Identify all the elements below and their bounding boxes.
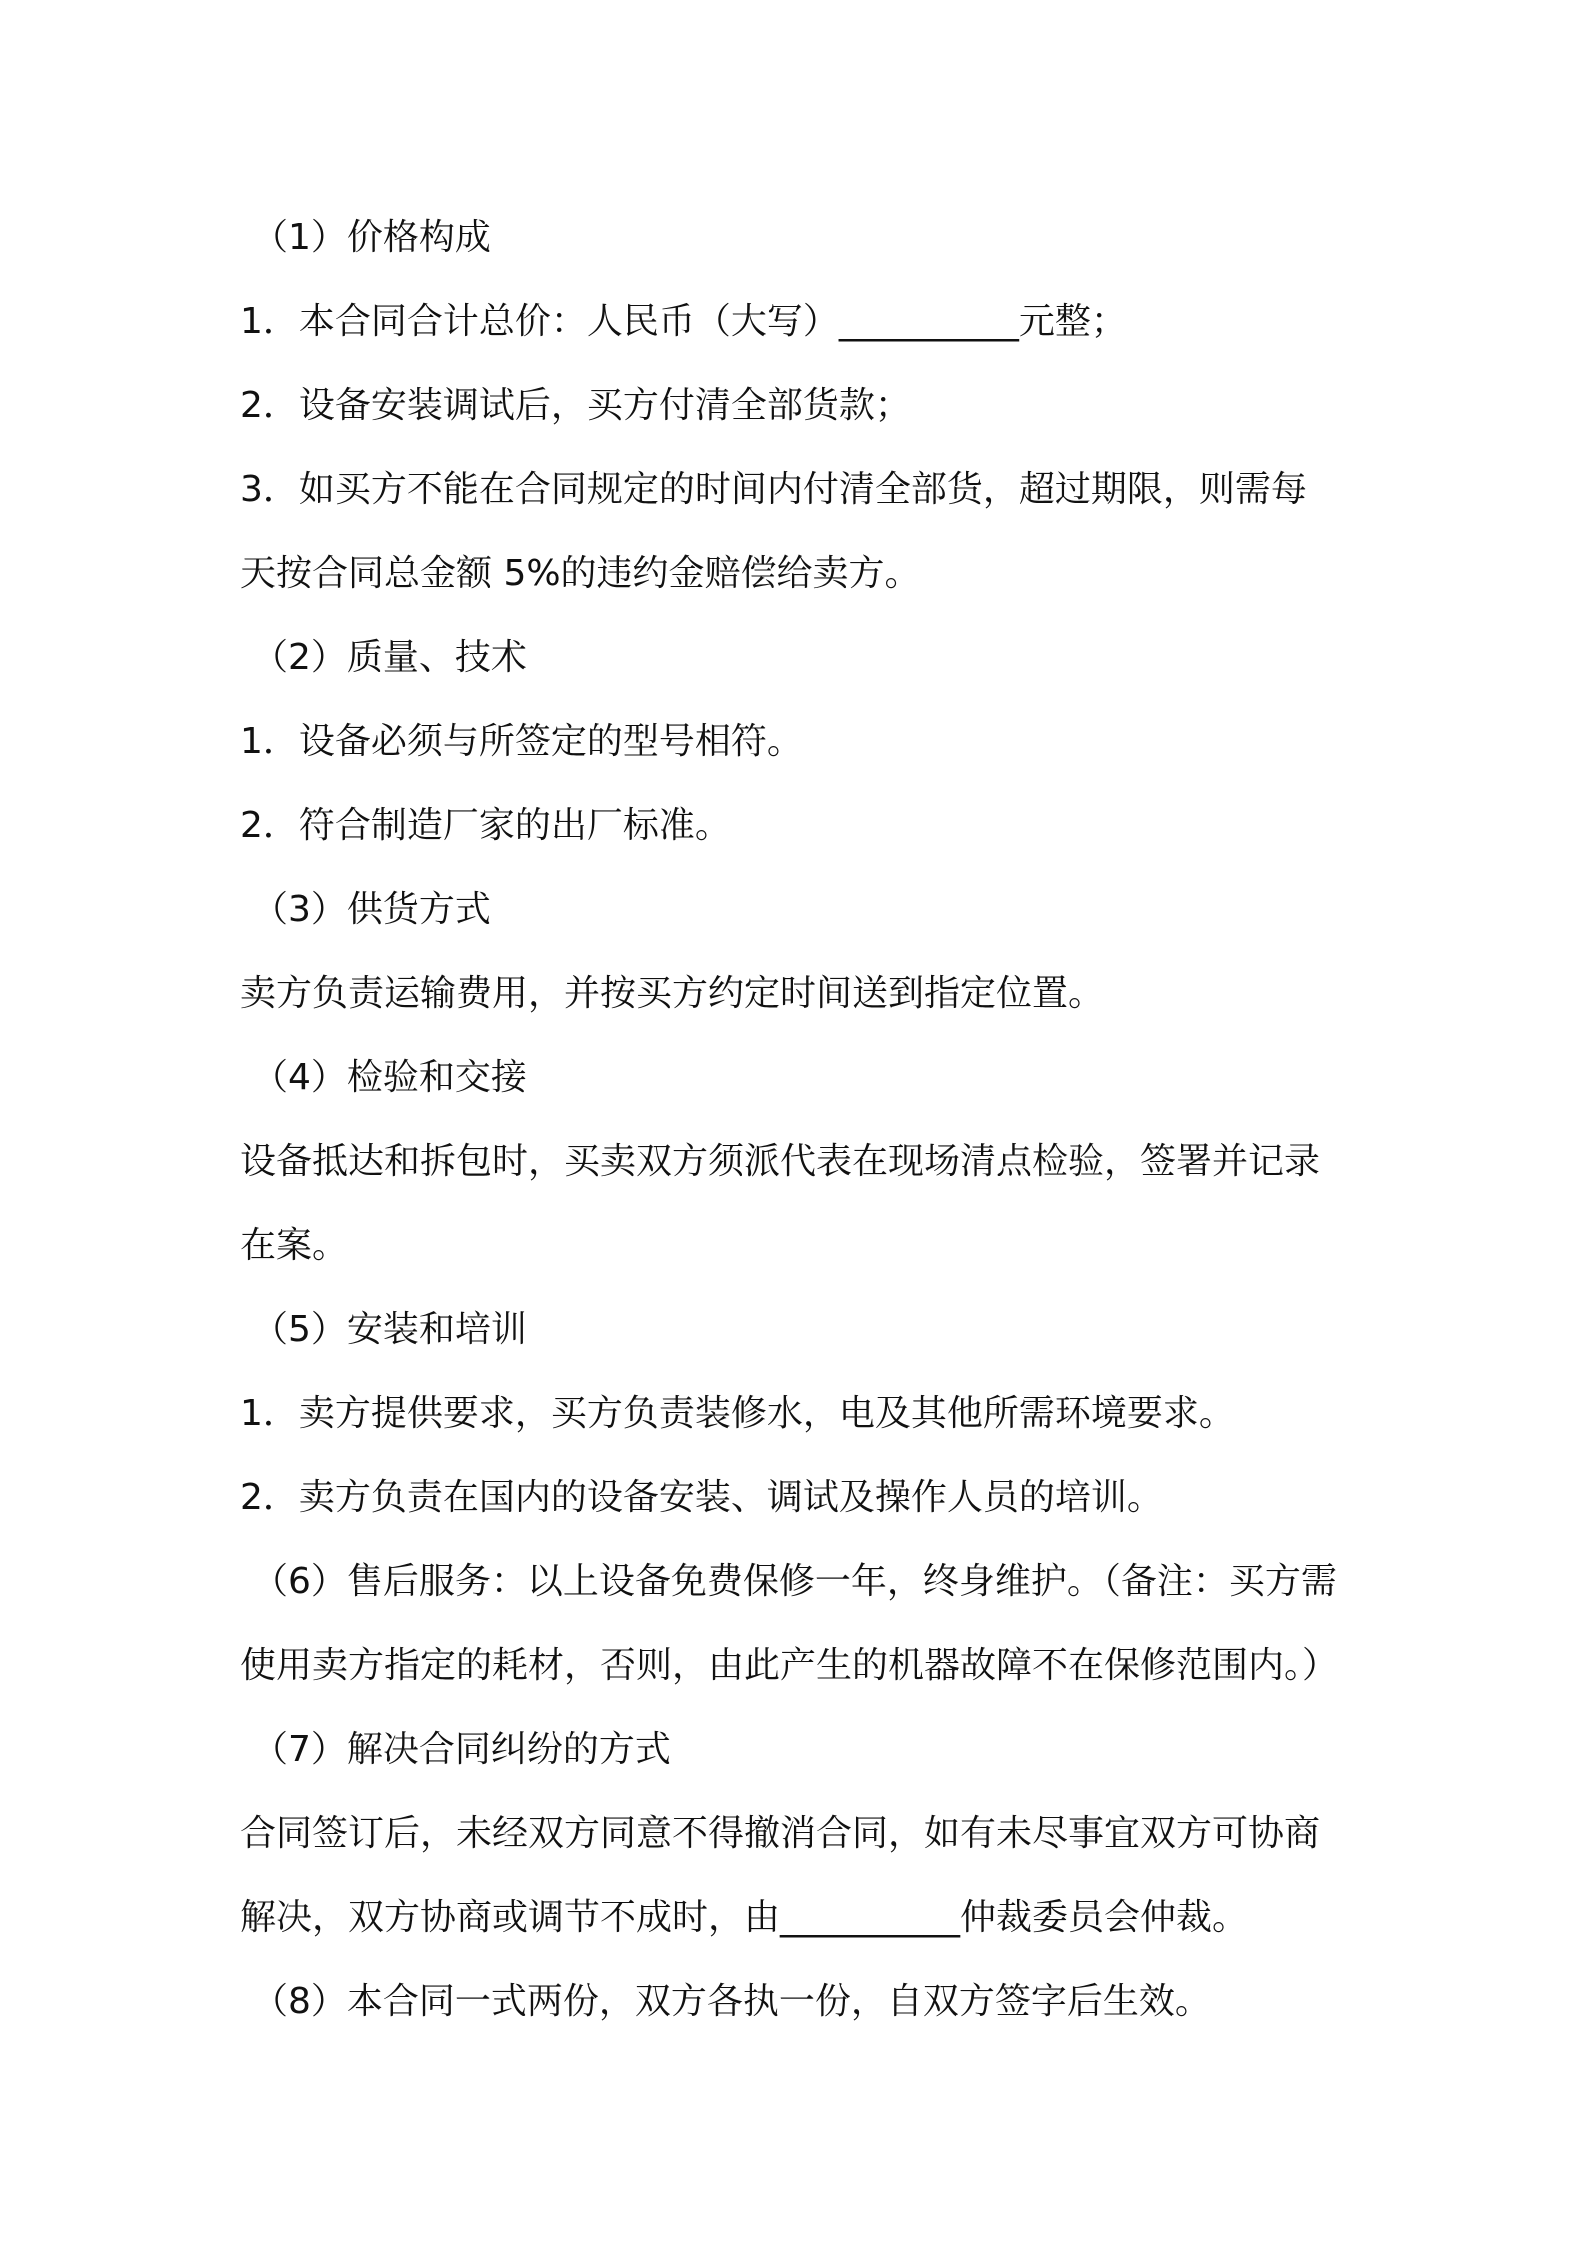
section-heading-after-sales: （6）售后服务：以上设备免费保修一年，终身维护。（备注：买方需 [252, 1561, 1337, 1602]
contract-terms [240, 196, 1370, 2044]
text-line: 2．卖方负责在国内的设备安装、调试及操作人员的培训。 [240, 1477, 1163, 1518]
section-heading-supply: （3）供货方式 [252, 889, 491, 930]
section-heading-price: （1）价格构成 [252, 217, 491, 258]
text-line: 1．卖方提供要求，买方负责装修水，电及其他所需环境要求。 [240, 1393, 1235, 1434]
section-heading-disputes: （7）解决合同纠纷的方式 [252, 1729, 671, 1770]
section-heading-installation: （5）安装和培训 [252, 1309, 527, 1350]
text-line: 2．符合制造厂家的出厂标准。 [240, 805, 731, 846]
text-line: 合同签订后，未经双方同意不得撤消合同，如有未尽事宜双方可协商 [240, 1813, 1321, 1854]
text-line: 使用卖方指定的耗材，否则，由此产生的机器故障不在保修范围内。） [240, 1645, 1339, 1686]
text-line: 卖方负责运输费用，并按买方约定时间送到指定位置。 [240, 973, 1105, 1014]
section-heading-copies: （8）本合同一式两份，双方各执一份，自双方签字后生效。 [252, 1981, 1211, 2022]
text-line: 在案。 [240, 1225, 349, 1266]
text-line: 2．设备安装调试后，买方付清全部货款； [240, 385, 911, 426]
section-heading-quality: （2）质量、技术 [252, 637, 527, 678]
section-heading-inspection: （4）检验和交接 [252, 1057, 527, 1098]
text-line: 解决，双方协商或调节不成时，由__________仲裁委员会仲裁。 [240, 1897, 1249, 1938]
text-line: 1．本合同合计总价：人民币（大写）__________元整； [240, 301, 1127, 342]
text-line: 3．如买方不能在合同规定的时间内付清全部货，超过期限，则需每 [240, 469, 1307, 510]
text-line: 1．设备必须与所签定的型号相符。 [240, 721, 803, 762]
text-line: 天按合同总金额 5%的违约金赔偿给卖方。 [240, 553, 921, 594]
text-line: 设备抵达和拆包时，买卖双方须派代表在现场清点检验，签署并记录 [240, 1141, 1321, 1182]
